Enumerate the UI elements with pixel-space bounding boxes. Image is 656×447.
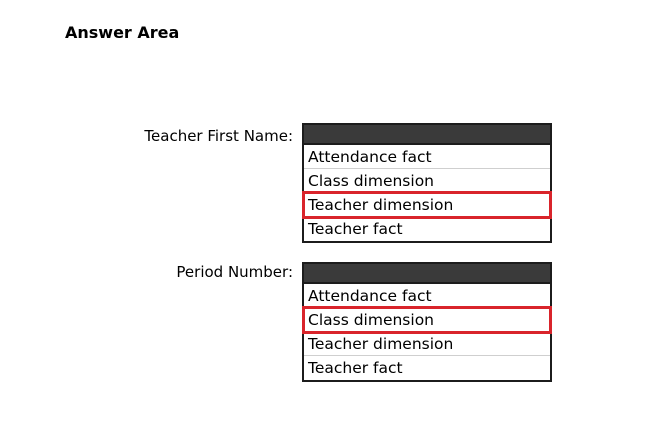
option-attendance-fact[interactable]: Attendance fact: [304, 284, 550, 308]
option-teacher-dimension[interactable]: Teacher dimension: [304, 193, 550, 217]
dropdown-header[interactable]: [302, 123, 552, 145]
option-teacher-fact[interactable]: Teacher fact: [308, 220, 403, 238]
teacher-first-name-dropdown[interactable]: [302, 123, 552, 243]
answer-area-title: Answer Area: [65, 23, 180, 42]
period-number-dropdown[interactable]: [302, 262, 552, 382]
option-teacher-fact[interactable]: Teacher fact: [308, 359, 403, 377]
dropdown-header[interactable]: [302, 262, 552, 284]
option-list: [302, 284, 552, 382]
option-list: [302, 145, 552, 243]
option-class-dimension[interactable]: Class dimension: [304, 308, 550, 332]
option-attendance-fact[interactable]: Attendance fact: [304, 145, 550, 169]
option-teacher-dimension[interactable]: Teacher dimension: [304, 332, 550, 356]
teacher-first-name-label: Teacher First Name:: [144, 127, 293, 145]
option-class-dimension[interactable]: Class dimension: [304, 169, 550, 193]
period-number-label: Period Number:: [176, 263, 293, 281]
